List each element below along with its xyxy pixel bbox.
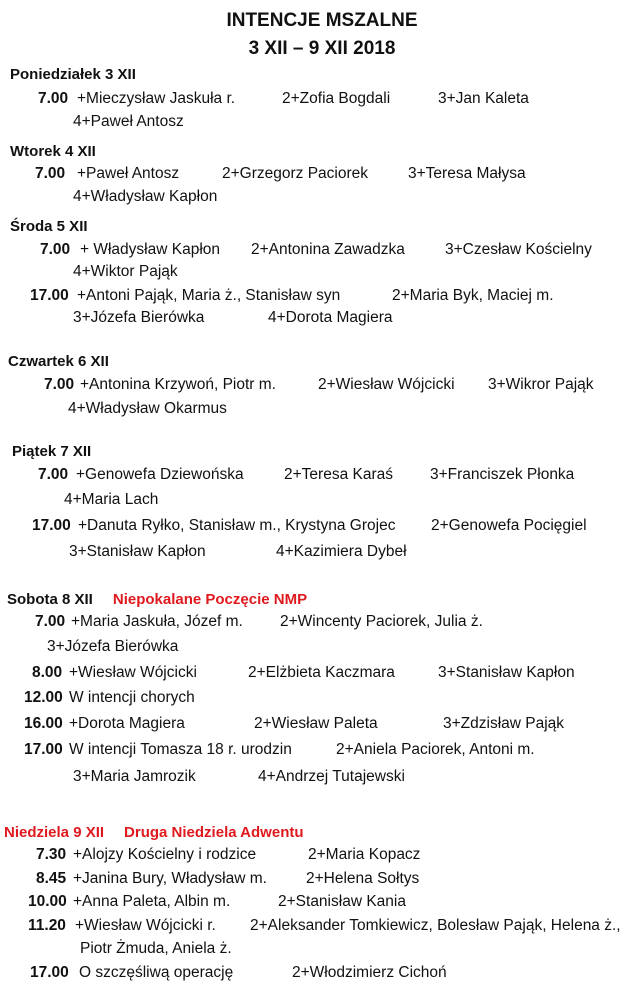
date-range: 3 XII – 9 XII 2018 <box>248 38 396 59</box>
intention: 2+Maria Byk, Maciej m. <box>392 287 554 304</box>
day-heading-friday: Piątek 7 XII <box>12 443 92 460</box>
intention: +Genowefa Dziewońska <box>76 466 244 483</box>
intention: 3+Teresa Małysa <box>408 165 526 182</box>
day-name: Niedziela 9 XII <box>4 824 105 841</box>
intention: +Wiesław Wójcicki r. <box>75 917 216 934</box>
intention: +Maria Jaskuła, Józef m. <box>71 613 243 630</box>
intention: 2+Wiesław Wójcicki <box>318 376 455 393</box>
mass-time: 11.20 <box>28 917 66 934</box>
intention: +Paweł Antosz <box>77 165 180 182</box>
intention: 2+Wincenty Paciorek, Julia ż. <box>280 613 483 630</box>
mass-time: 7.00 <box>40 241 71 258</box>
intention: O szczęśliwą operację <box>79 964 234 981</box>
day-heading-tuesday: Wtorek 4 XII <box>10 143 96 160</box>
intention: +Janina Bury, Władysław m. <box>73 870 267 887</box>
mass-time: 7.00 <box>38 90 69 107</box>
intention: 3+Wikror Pająk <box>488 376 594 393</box>
intention: + Władysław Kapłon <box>80 241 220 258</box>
mass-time: 7.30 <box>36 846 67 863</box>
intention: 4+Paweł Antosz <box>73 113 184 130</box>
intention: 2+Aleksander Tomkiewicz, Bolesław Pająk, Helena ż., <box>250 917 621 934</box>
intention: 3+Czesław Kościelny <box>445 241 592 258</box>
intention: 2+Grzegorz Paciorek <box>222 165 369 182</box>
intention: 2+Włodzimierz Cichoń <box>292 964 447 981</box>
intention: +Antonina Krzywoń, Piotr m. <box>80 376 276 393</box>
day-heading-sunday <box>4 824 304 841</box>
feast-name: Druga Niedziela Adwentu <box>124 824 304 841</box>
intention: Piotr Żmuda, Aniela ż. <box>80 940 232 957</box>
document-title: INTENCJE MSZALNE <box>226 10 418 31</box>
mass-time: 8.00 <box>32 664 63 681</box>
day-heading-monday: Poniedziałek 3 XII <box>10 66 136 83</box>
intention: 4+Kazimiera Dybeł <box>276 543 407 560</box>
intention: 2+Maria Kopacz <box>308 846 421 863</box>
day-heading-saturday <box>7 591 307 608</box>
intention: 2+Stanisław Kania <box>278 893 406 910</box>
intention: 3+Stanisław Kapłon <box>438 664 575 681</box>
mass-time: 10.00 <box>28 893 67 910</box>
intention: 2+Wiesław Paleta <box>254 715 378 732</box>
intention: 4+Maria Lach <box>64 491 159 508</box>
mass-time: 7.00 <box>38 466 69 483</box>
intention: 2+Zofia Bogdali <box>282 90 391 107</box>
intention: +Mieczysław Jaskuła r. <box>77 90 236 107</box>
intention: W intencji Tomasza 18 r. urodzin <box>69 741 292 758</box>
mass-time: 17.00 <box>32 517 71 534</box>
mass-time: 16.00 <box>24 715 63 732</box>
mass-time: 17.00 <box>30 287 69 304</box>
intention: 4+Wiktor Pająk <box>73 263 178 280</box>
mass-time: 17.00 <box>24 741 63 758</box>
intention: +Dorota Magiera <box>69 715 185 732</box>
intention: 2+Helena Sołtys <box>306 870 420 887</box>
mass-time: 12.00 <box>24 689 63 706</box>
intention: 3+Józefa Bierówka <box>73 309 205 326</box>
intention: W intencji chorych <box>69 689 195 706</box>
intention: 3+Stanisław Kapłon <box>69 543 206 560</box>
intention: 2+Genowefa Pocięgiel <box>431 517 587 534</box>
intention: 4+Władysław Kapłon <box>73 188 218 205</box>
intention: +Anna Paleta, Albin m. <box>73 893 231 910</box>
intention: 3+Franciszek Płonka <box>430 466 575 483</box>
mass-time: 7.00 <box>35 165 66 182</box>
intention: 2+Antonina Zawadzka <box>251 241 405 258</box>
intention: 4+Dorota Magiera <box>268 309 393 326</box>
intention: +Danuta Ryłko, Stanisław m., Krystyna Grojec <box>78 517 396 534</box>
feast-name: Niepokalane Poczęcie NMP <box>112 591 308 608</box>
intention: 3+Maria Jamrozik <box>73 768 196 785</box>
mass-time: 8.45 <box>36 870 67 887</box>
intention: +Wiesław Wójcicki <box>69 664 197 681</box>
intention: 4+Władysław Okarmus <box>68 400 227 417</box>
mass-time: 7.00 <box>44 376 75 393</box>
intention: 2+Aniela Paciorek, Antoni m. <box>336 741 535 758</box>
mass-time: 17.00 <box>30 964 69 981</box>
intention: +Alojzy Kościelny i rodzice <box>73 846 257 863</box>
intention: 2+Elżbieta Kaczmara <box>248 664 395 681</box>
intention: 3+Jan Kaleta <box>438 90 529 107</box>
day-name: Sobota 8 XII <box>7 591 93 608</box>
day-heading-wednesday: Środa 5 XII <box>10 218 88 235</box>
day-heading-thursday: Czwartek 6 XII <box>8 353 109 370</box>
intention: 3+Józefa Bierówka <box>47 638 179 655</box>
intention: 4+Andrzej Tutajewski <box>258 768 405 785</box>
mass-time: 7.00 <box>35 613 66 630</box>
intention: 3+Zdzisław Pająk <box>443 715 565 732</box>
intention: +Antoni Pająk, Maria ż., Stanisław syn <box>77 287 341 304</box>
intention: 2+Teresa Karaś <box>284 466 393 483</box>
